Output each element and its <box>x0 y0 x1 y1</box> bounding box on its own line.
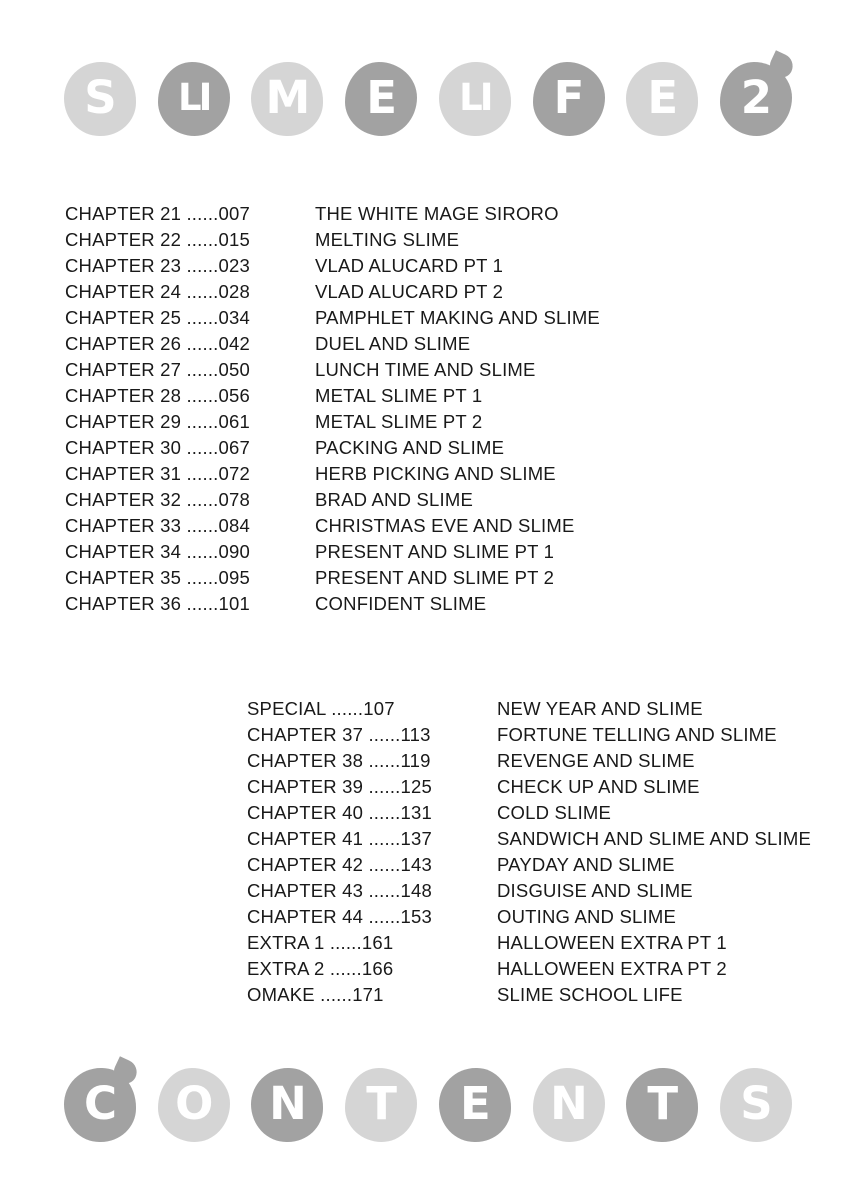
toc-entry-title: VLAD ALUCARD PT 2 <box>315 281 504 302</box>
toc-block-2 <box>247 696 811 1008</box>
toc-entry <box>247 800 811 826</box>
bubble-char: T <box>647 1077 678 1130</box>
toc-entry <box>65 279 600 305</box>
toc-entry <box>247 852 811 878</box>
toc-entry <box>65 435 600 461</box>
toc-entry-chapter-and-page: SPECIAL ......107 <box>247 698 395 719</box>
bubble-char: E <box>647 71 678 124</box>
bubble-char: N <box>269 1077 306 1130</box>
toc-entry-title: COLD SLIME <box>497 802 612 823</box>
toc-entry-chapter-and-page: CHAPTER 23 ......023 <box>65 255 250 276</box>
toc-entry-chapter-and-page: CHAPTER 31 ......072 <box>65 463 250 484</box>
toc-entry-chapter-and-page: CHAPTER 28 ......056 <box>65 385 250 406</box>
toc-entry-title: THE WHITE MAGE SIRORO <box>315 203 559 224</box>
toc-entry-title: PRESENT AND SLIME PT 1 <box>315 541 555 562</box>
toc-entry <box>65 409 600 435</box>
bubble-char: LI <box>178 76 210 119</box>
toc-entry-chapter-and-page: CHAPTER 37 ......113 <box>247 724 431 745</box>
toc-entry <box>65 591 600 617</box>
toc-entry <box>247 774 811 800</box>
bubble-char: F <box>553 71 584 124</box>
toc-entry-title: CHRISTMAS EVE AND SLIME <box>315 515 575 536</box>
toc-entry <box>65 461 600 487</box>
bubble-letter-e <box>345 62 417 136</box>
bubble-char: E <box>459 1077 490 1130</box>
toc-entry-chapter-and-page: CHAPTER 36 ......101 <box>65 593 250 614</box>
toc-entry <box>65 487 600 513</box>
toc-entry <box>65 305 600 331</box>
bubble-letter-e <box>439 1068 511 1142</box>
bubble-char: M <box>265 71 310 124</box>
toc-entry-chapter-and-page: CHAPTER 40 ......131 <box>247 802 432 823</box>
toc-entry-chapter-and-page: CHAPTER 27 ......050 <box>65 359 250 380</box>
bubble-char: E <box>366 71 396 124</box>
toc-entry-title: HERB PICKING AND SLIME <box>315 463 556 484</box>
contents-heading-bubbles <box>64 1068 792 1142</box>
toc-entry <box>247 904 811 930</box>
toc-entry-chapter-and-page: OMAKE ......171 <box>247 984 384 1005</box>
bubble-letter-li <box>158 62 230 136</box>
bubble-letter-o <box>158 1068 230 1142</box>
toc-entry <box>65 357 600 383</box>
toc-entry-title: SANDWICH AND SLIME AND SLIME <box>497 828 811 849</box>
toc-block-1 <box>65 201 600 617</box>
toc-entry-title: METAL SLIME PT 1 <box>315 385 483 406</box>
toc-entry-title: LUNCH TIME AND SLIME <box>315 359 536 380</box>
toc-entry <box>247 748 811 774</box>
toc-entry-chapter-and-page: CHAPTER 41 ......137 <box>247 828 432 849</box>
toc-entry-chapter-and-page: CHAPTER 30 ......067 <box>65 437 250 458</box>
bubble-letter-s <box>64 62 136 136</box>
bubble-letter-n <box>251 1068 323 1142</box>
toc-entry-chapter-and-page: EXTRA 1 ......161 <box>247 932 394 953</box>
toc-entry-title: BRAD AND SLIME <box>315 489 474 510</box>
bubble-char: LI <box>459 76 491 119</box>
toc-entry-title: MELTING SLIME <box>315 229 460 250</box>
toc-entry-chapter-and-page: CHAPTER 29 ......061 <box>65 411 250 432</box>
toc-entry-title: CHECK UP AND SLIME <box>497 776 700 797</box>
toc-entry-title: OUTING AND SLIME <box>497 906 676 927</box>
toc-entry-chapter-and-page: CHAPTER 21 ......007 <box>65 203 250 224</box>
bubble-letter-li <box>439 62 511 136</box>
bubble-letter-f <box>533 62 605 136</box>
bubble-letter-m <box>251 62 323 136</box>
bubble-char: O <box>175 1077 213 1130</box>
toc-entry <box>65 539 600 565</box>
bubble-char: 2 <box>740 71 772 124</box>
toc-entry-chapter-and-page: CHAPTER 25 ......034 <box>65 307 250 328</box>
toc-entry <box>247 982 811 1008</box>
toc-entry-chapter-and-page: CHAPTER 22 ......015 <box>65 229 250 250</box>
toc-entry-title: PAMPHLET MAKING AND SLIME <box>315 307 600 328</box>
toc-entry-chapter-and-page: CHAPTER 42 ......143 <box>247 854 432 875</box>
toc-entry-chapter-and-page: CHAPTER 39 ......125 <box>247 776 432 797</box>
toc-entry-title: HALLOWEEN EXTRA PT 2 <box>497 958 727 979</box>
toc-entry <box>247 696 811 722</box>
bubble-letter-t <box>626 1068 698 1142</box>
toc-entry-title: PACKING AND SLIME <box>315 437 505 458</box>
bubble-char: S <box>84 71 116 124</box>
toc-entry <box>247 930 811 956</box>
toc-entry <box>65 253 600 279</box>
toc-entry <box>65 383 600 409</box>
toc-entry <box>65 331 600 357</box>
toc-entry <box>65 513 600 539</box>
toc-entry-title: PAYDAY AND SLIME <box>497 854 675 875</box>
toc-entry-title: SLIME SCHOOL LIFE <box>497 984 683 1005</box>
toc-entry <box>65 565 600 591</box>
toc-entry-title: METAL SLIME PT 2 <box>315 411 483 432</box>
bubble-char: S <box>740 1077 772 1130</box>
toc-entry-chapter-and-page: CHAPTER 44 ......153 <box>247 906 432 927</box>
toc-entry-title: DUEL AND SLIME <box>315 333 471 354</box>
toc-entry-chapter-and-page: CHAPTER 32 ......078 <box>65 489 250 510</box>
toc-entry <box>247 722 811 748</box>
toc-entry <box>247 826 811 852</box>
toc-entry-chapter-and-page: CHAPTER 35 ......095 <box>65 567 250 588</box>
toc-entry-title: VLAD ALUCARD PT 1 <box>315 255 504 276</box>
bubble-letter-n <box>533 1068 605 1142</box>
bubble-char: C <box>83 1077 117 1130</box>
toc-entry-title: FORTUNE TELLING AND SLIME <box>497 724 777 745</box>
toc-entry <box>247 878 811 904</box>
toc-entry-chapter-and-page: CHAPTER 33 ......084 <box>65 515 250 536</box>
toc-entry-title: DISGUISE AND SLIME <box>497 880 693 901</box>
bubble-letter-e <box>626 62 698 136</box>
bubble-letter-t <box>345 1068 417 1142</box>
toc-entry-title: CONFIDENT SLIME <box>315 593 487 614</box>
toc-entry-title: NEW YEAR AND SLIME <box>497 698 703 719</box>
toc-entry-title: HALLOWEEN EXTRA PT 1 <box>497 932 727 953</box>
toc-entry <box>65 201 600 227</box>
toc-entry <box>65 227 600 253</box>
toc-entry <box>247 956 811 982</box>
toc-entry-chapter-and-page: CHAPTER 34 ......090 <box>65 541 250 562</box>
bubble-letter-s <box>720 1068 792 1142</box>
bubble-char: T <box>366 1077 396 1130</box>
toc-entry-title: REVENGE AND SLIME <box>497 750 695 771</box>
toc-entry-title: PRESENT AND SLIME PT 2 <box>315 567 555 588</box>
toc-entry-chapter-and-page: CHAPTER 43 ......148 <box>247 880 432 901</box>
toc-entry-chapter-and-page: CHAPTER 24 ......028 <box>65 281 250 302</box>
bubble-letter-c <box>64 1068 136 1142</box>
toc-entry-chapter-and-page: CHAPTER 26 ......042 <box>65 333 250 354</box>
bubble-char: N <box>550 1077 587 1130</box>
toc-entry-chapter-and-page: CHAPTER 38 ......119 <box>247 750 431 771</box>
series-title-bubbles <box>64 62 792 136</box>
bubble-letter-2 <box>720 62 792 136</box>
toc-entry-chapter-and-page: EXTRA 2 ......166 <box>247 958 394 979</box>
